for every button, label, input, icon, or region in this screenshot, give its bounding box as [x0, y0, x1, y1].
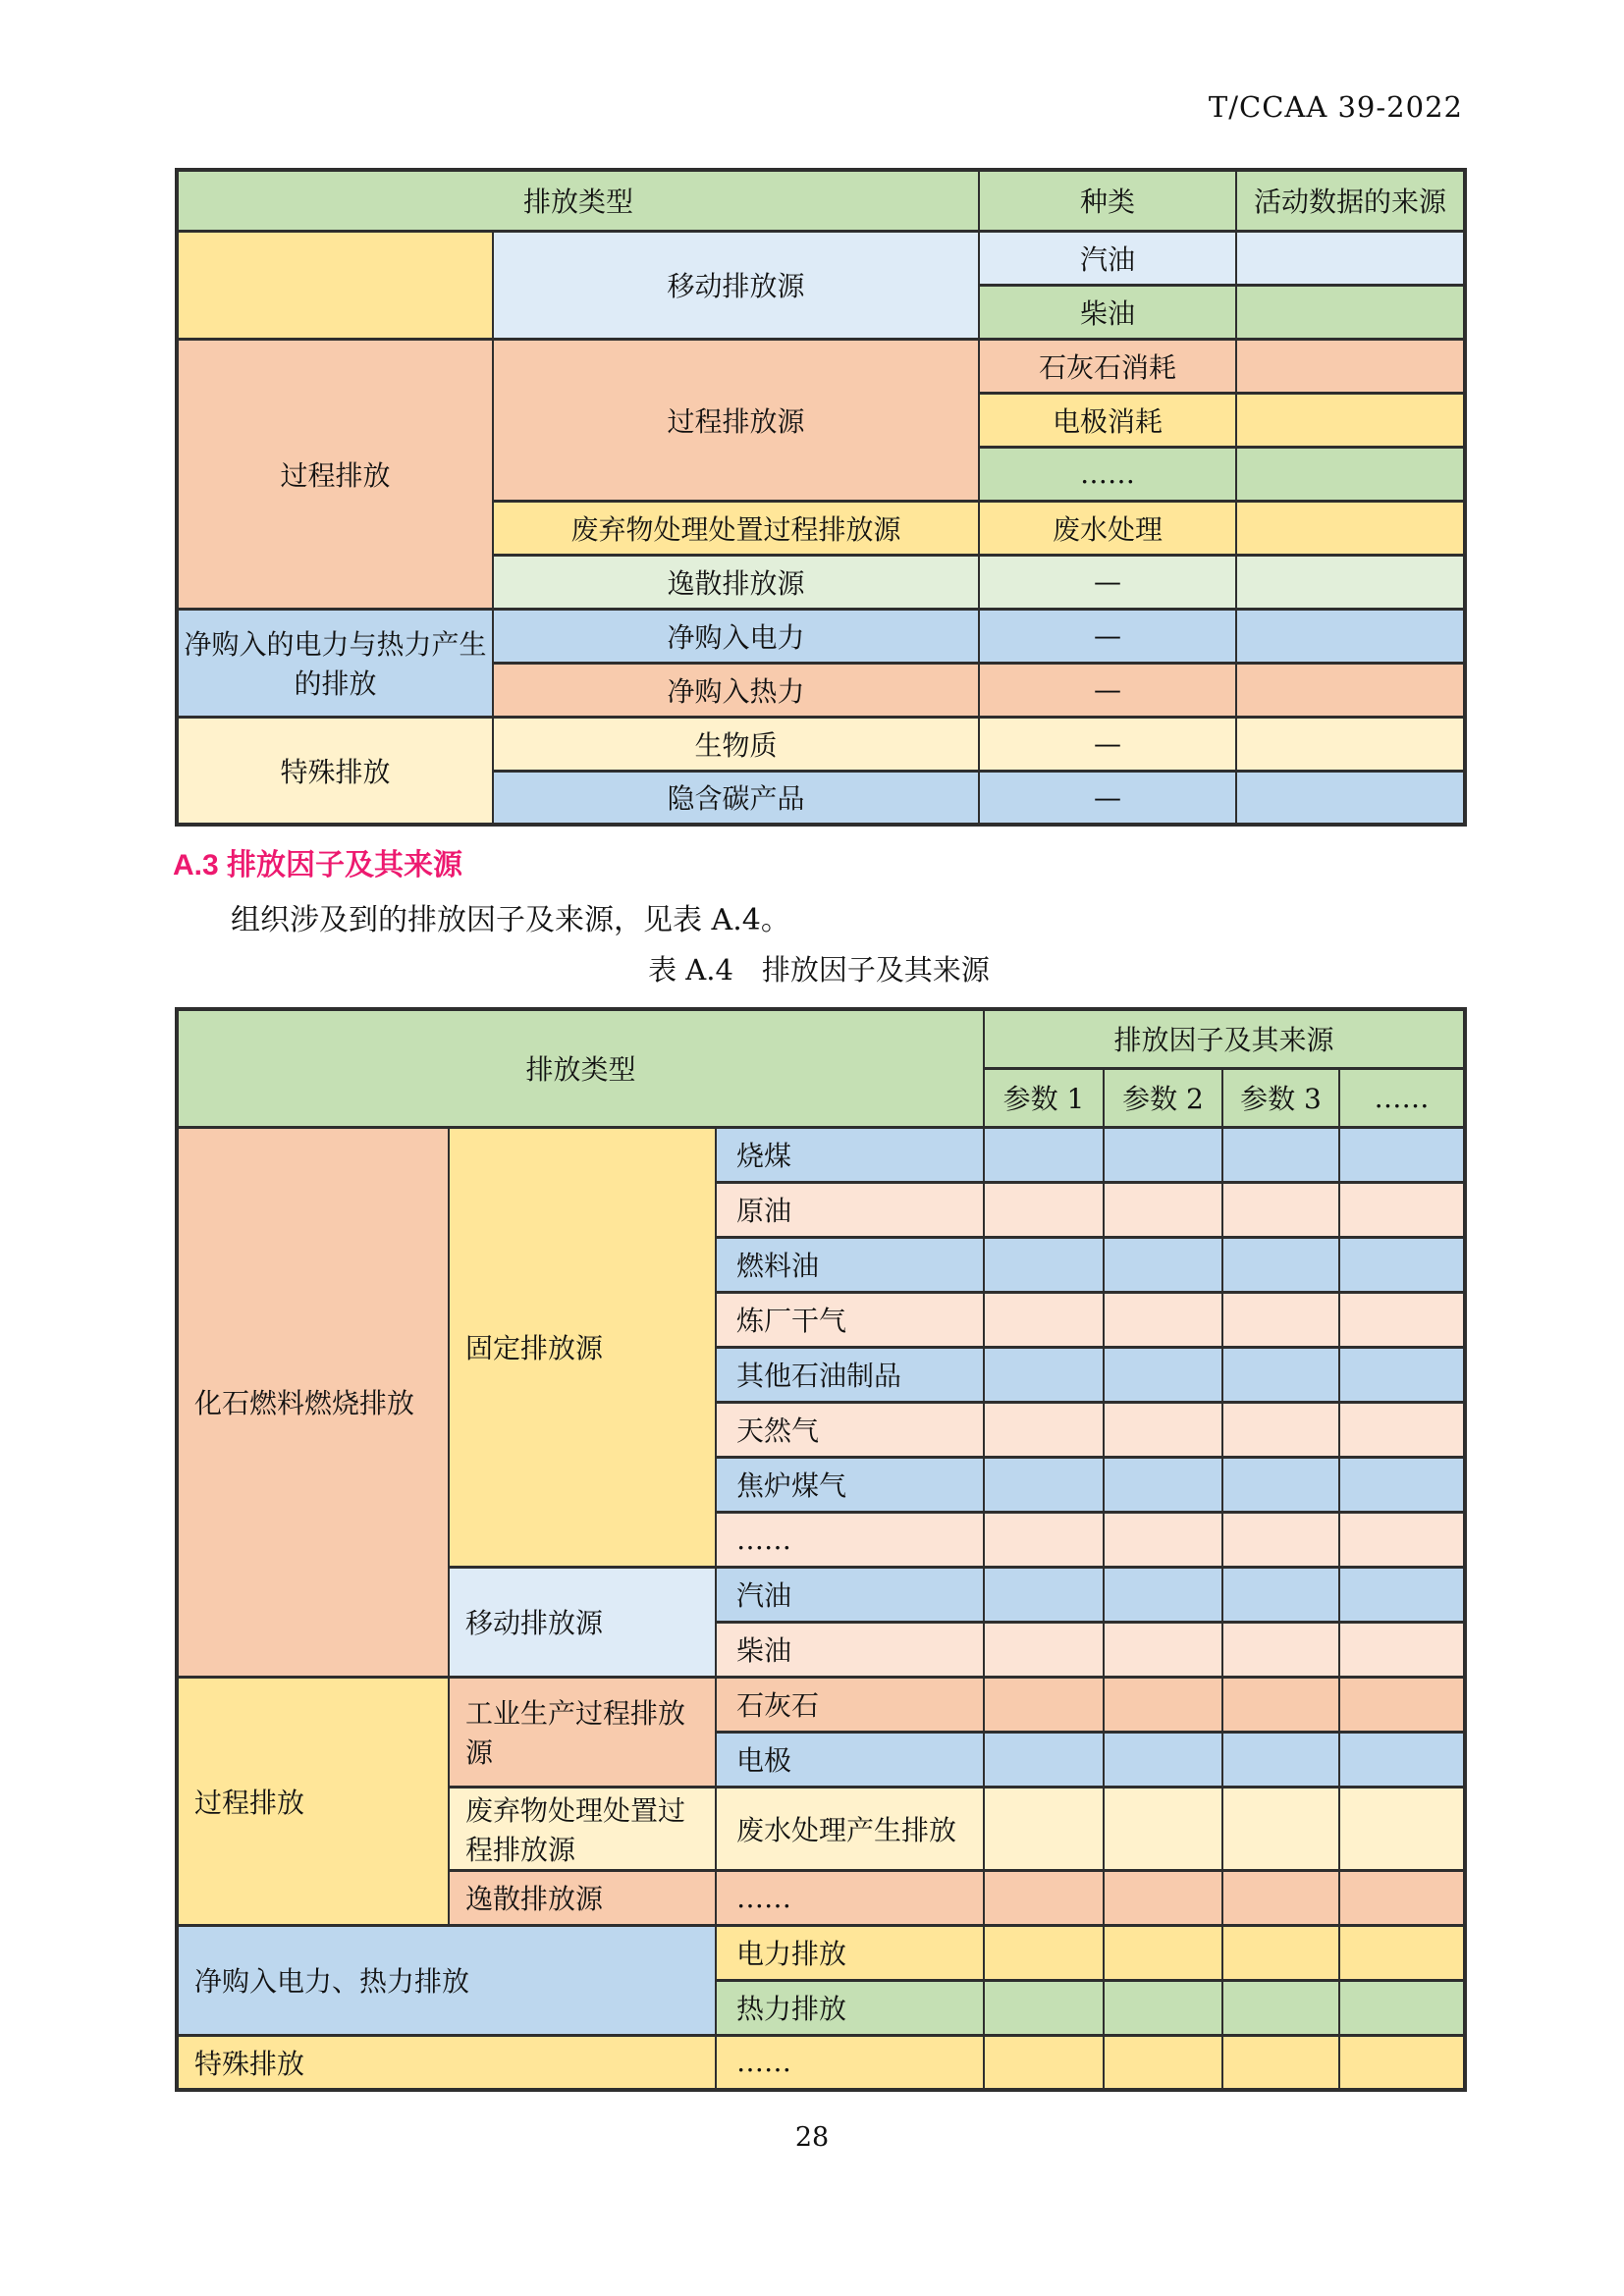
param-cell [1339, 2035, 1465, 2090]
t1-header-source: 活动数据的来源 [1236, 170, 1465, 231]
param-cell [1104, 1457, 1222, 1512]
table-row [177, 1009, 1465, 1068]
param-cell [1222, 1512, 1339, 1567]
cell-stationary-source: 固定排放源 [449, 1127, 716, 1567]
param-cell [1339, 1402, 1465, 1457]
param-cell [1222, 1677, 1339, 1732]
cell-diesel: 柴油 [979, 285, 1236, 339]
table-a3 [175, 168, 1467, 827]
param-cell [984, 1292, 1104, 1347]
param-cell [1104, 1677, 1222, 1732]
cell-net-heat: 净购入热力 [493, 663, 979, 717]
param-cell [984, 1512, 1104, 1567]
table-row [177, 339, 1465, 393]
t2-header-factor: 排放因子及其来源 [984, 1009, 1465, 1068]
param-cell [1104, 1347, 1222, 1402]
param-cell [1222, 1182, 1339, 1237]
param-cell [1339, 1925, 1465, 1980]
table-row [177, 1127, 1465, 1182]
param-cell [1222, 1622, 1339, 1677]
cell-limestone: 石灰石 [716, 1677, 984, 1732]
cell-refinery-gas: 炼厂干气 [716, 1292, 984, 1347]
param-cell [984, 1182, 1104, 1237]
param-cell [1104, 1925, 1222, 1980]
cell-special-emission: 特殊排放 [177, 2035, 716, 2090]
cell-ellipsis: …… [979, 447, 1236, 501]
cell-wastewater: 废水处理 [979, 501, 1236, 555]
cell-fugitive-source: 逸散排放源 [449, 1870, 716, 1925]
cell-empty [1236, 285, 1465, 339]
t2-header-type: 排放类型 [177, 1009, 984, 1127]
cell-other-petroleum: 其他石油制品 [716, 1347, 984, 1402]
cell-net-power-heat: 净购入的电力与热力产生的排放 [177, 609, 493, 717]
body-paragraph: 组织涉及到的排放因子及来源，见表 A.4。 [231, 903, 790, 937]
param-cell [1222, 1732, 1339, 1787]
param-cell [984, 1622, 1104, 1677]
param-cell [1339, 1870, 1465, 1925]
table-a4-caption: 表 A.4 排放因子及其来源 [648, 953, 990, 987]
cell-heat-emission: 热力排放 [716, 1980, 984, 2035]
cell-gasoline: 汽油 [979, 231, 1236, 285]
param-cell [1222, 1787, 1339, 1870]
param-cell [1104, 1980, 1222, 2035]
t2-header-param2: 参数 2 [1104, 1068, 1222, 1127]
cell-process-source: 过程排放源 [493, 339, 979, 501]
param-cell [1222, 1980, 1339, 2035]
cell-net-purchase: 净购入电力、热力排放 [177, 1925, 716, 2035]
cell-mobile-source: 移动排放源 [449, 1567, 716, 1677]
table-row [177, 1925, 1465, 1980]
param-cell [984, 1980, 1104, 2035]
param-cell [1339, 1347, 1465, 1402]
cell-ellipsis: …… [716, 1870, 984, 1925]
cell-empty [1236, 447, 1465, 501]
cell-special-emission: 特殊排放 [177, 717, 493, 825]
param-cell [1222, 1347, 1339, 1402]
param-cell [1222, 1402, 1339, 1457]
param-cell [1222, 1870, 1339, 1925]
t2-header-param1: 参数 1 [984, 1068, 1104, 1127]
cell-fuel-oil: 燃料油 [716, 1237, 984, 1292]
table-row [177, 231, 1465, 285]
param-cell [984, 1732, 1104, 1787]
param-cell [1222, 1457, 1339, 1512]
cell-category-empty [177, 231, 493, 339]
param-cell [1222, 1237, 1339, 1292]
param-cell [984, 2035, 1104, 2090]
cell-dash: — [979, 663, 1236, 717]
param-cell [984, 1870, 1104, 1925]
param-cell [1222, 1567, 1339, 1622]
param-cell [1104, 1622, 1222, 1677]
param-cell [1104, 1732, 1222, 1787]
param-cell [1104, 1182, 1222, 1237]
param-cell [984, 1787, 1104, 1870]
cell-dash: — [979, 555, 1236, 609]
cell-dash: — [979, 771, 1236, 825]
cell-process-emission: 过程排放 [177, 1677, 449, 1925]
table-row [177, 609, 1465, 663]
t2-header-param3: 参数 3 [1222, 1068, 1339, 1127]
param-cell [1339, 1292, 1465, 1347]
t2-header-more: …… [1339, 1068, 1465, 1127]
cell-power-emission: 电力排放 [716, 1925, 984, 1980]
param-cell [984, 1127, 1104, 1182]
cell-dash: — [979, 609, 1236, 663]
param-cell [1104, 1567, 1222, 1622]
cell-industrial-process-source: 工业生产过程排放源 [449, 1677, 716, 1787]
param-cell [1339, 1980, 1465, 2035]
cell-gasoline: 汽油 [716, 1567, 984, 1622]
cell-electrode-consumption: 电极消耗 [979, 393, 1236, 447]
table-a4 [175, 1007, 1467, 2092]
param-cell [1339, 1732, 1465, 1787]
cell-fugitive-source: 逸散排放源 [493, 555, 979, 609]
param-cell [1339, 1127, 1465, 1182]
cell-coal: 烧煤 [716, 1127, 984, 1182]
param-cell [1104, 1402, 1222, 1457]
cell-crude-oil: 原油 [716, 1182, 984, 1237]
cell-empty [1236, 717, 1465, 771]
param-cell [984, 1925, 1104, 1980]
param-cell [1339, 1512, 1465, 1567]
table-row [177, 170, 1465, 231]
param-cell [1104, 2035, 1222, 2090]
cell-waste-treatment-source: 废弃物处理处置过程排放源 [493, 501, 979, 555]
cell-coke-oven-gas: 焦炉煤气 [716, 1457, 984, 1512]
param-cell [1104, 1870, 1222, 1925]
param-cell [1339, 1677, 1465, 1732]
param-cell [1222, 1127, 1339, 1182]
cell-empty [1236, 609, 1465, 663]
cell-wastewater-emission: 废水处理产生排放 [716, 1787, 984, 1870]
cell-empty [1236, 771, 1465, 825]
param-cell [1222, 1925, 1339, 1980]
param-cell [1339, 1787, 1465, 1870]
cell-diesel: 柴油 [716, 1622, 984, 1677]
param-cell [984, 1677, 1104, 1732]
param-cell [1222, 2035, 1339, 2090]
t1-header-kind: 种类 [979, 170, 1236, 231]
cell-carbon-product: 隐含碳产品 [493, 771, 979, 825]
table-row [177, 2035, 1465, 2090]
cell-mobile-source: 移动排放源 [493, 231, 979, 339]
param-cell [1104, 1787, 1222, 1870]
param-cell [1339, 1457, 1465, 1512]
page-number: 28 [794, 2122, 830, 2153]
cell-limestone-consumption: 石灰石消耗 [979, 339, 1236, 393]
param-cell [1104, 1292, 1222, 1347]
param-cell [984, 1457, 1104, 1512]
cell-waste-treatment-source: 废弃物处理处置过程排放源 [449, 1787, 716, 1870]
param-cell [1104, 1127, 1222, 1182]
param-cell [1339, 1182, 1465, 1237]
cell-ellipsis: …… [716, 2035, 984, 2090]
section-heading: A.3 排放因子及其来源 [173, 849, 463, 881]
param-cell [1339, 1567, 1465, 1622]
table-row [177, 1677, 1465, 1732]
param-cell [984, 1402, 1104, 1457]
param-cell [1104, 1512, 1222, 1567]
t1-header-type: 排放类型 [177, 170, 979, 231]
cell-empty [1236, 555, 1465, 609]
doc-code: T/CCAA 39-2022 [1208, 90, 1463, 124]
cell-electrode: 电极 [716, 1732, 984, 1787]
cell-ellipsis: …… [716, 1512, 984, 1567]
param-cell [984, 1237, 1104, 1292]
cell-empty [1236, 231, 1465, 285]
param-cell [1104, 1237, 1222, 1292]
param-cell [1339, 1622, 1465, 1677]
cell-empty [1236, 501, 1465, 555]
cell-net-power: 净购入电力 [493, 609, 979, 663]
cell-natural-gas: 天然气 [716, 1402, 984, 1457]
param-cell [1339, 1237, 1465, 1292]
cell-fossil-fuel: 化石燃料燃烧排放 [177, 1127, 449, 1677]
cell-biomass: 生物质 [493, 717, 979, 771]
cell-dash: — [979, 717, 1236, 771]
param-cell [984, 1347, 1104, 1402]
cell-process-emission: 过程排放 [177, 339, 493, 609]
param-cell [984, 1567, 1104, 1622]
param-cell [1222, 1292, 1339, 1347]
cell-empty [1236, 339, 1465, 393]
cell-empty [1236, 393, 1465, 447]
table-row [177, 717, 1465, 771]
cell-empty [1236, 663, 1465, 717]
